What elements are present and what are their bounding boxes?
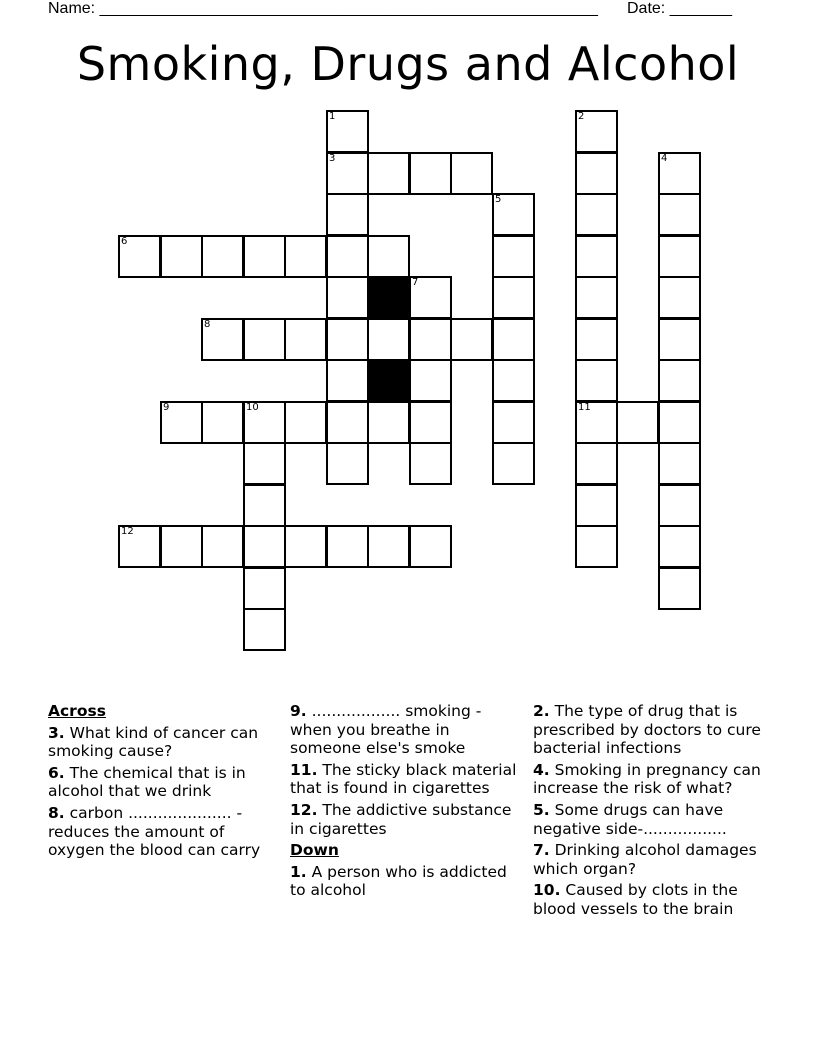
grid-cell[interactable] bbox=[160, 525, 203, 568]
cell-number: 5 bbox=[495, 194, 502, 205]
grid-cell[interactable] bbox=[326, 193, 369, 236]
clue-across-9: 9. .................. smoking - when you breathe in someone else's smoke bbox=[290, 702, 482, 758]
clue-across-3: 3. What kind of cancer can smoking cause? bbox=[48, 723, 259, 761]
cell-number: 11 bbox=[578, 402, 591, 413]
grid-cell[interactable] bbox=[658, 235, 701, 278]
clue-across-11: 11. The sticky black material that is found in cigarettes bbox=[290, 760, 517, 798]
cell-number: 2 bbox=[578, 111, 585, 122]
grid-cell[interactable] bbox=[492, 193, 535, 236]
cell-number: 12 bbox=[121, 526, 134, 537]
grid-cell[interactable] bbox=[243, 235, 286, 278]
grid-cell[interactable] bbox=[409, 525, 452, 568]
cell-number: 1 bbox=[329, 111, 336, 122]
grid-cell[interactable] bbox=[243, 608, 286, 651]
grid-cell[interactable] bbox=[326, 442, 369, 485]
cell-number: 9 bbox=[163, 402, 170, 413]
grid-cell[interactable] bbox=[160, 235, 203, 278]
grid-cell[interactable] bbox=[201, 235, 244, 278]
grid-cell[interactable] bbox=[492, 359, 535, 402]
grid-cell[interactable] bbox=[409, 318, 452, 361]
clue-down-7: 7. Drinking alcohol damages which organ? bbox=[533, 841, 757, 878]
clue-across-8: 8. carbon ..................... - reduces the amount of oxygen the blood can carry bbox=[48, 803, 261, 860]
grid-cell[interactable] bbox=[160, 401, 203, 444]
grid-cell[interactable] bbox=[367, 401, 410, 444]
grid-cell[interactable] bbox=[658, 442, 701, 485]
grid-cell[interactable] bbox=[575, 318, 618, 361]
grid-cell[interactable] bbox=[367, 152, 410, 195]
grid-cell[interactable] bbox=[326, 401, 369, 444]
clues-column-1 bbox=[48, 702, 280, 863]
grid-cell[interactable] bbox=[658, 276, 701, 319]
grid-cell[interactable] bbox=[492, 276, 535, 319]
grid-cell[interactable] bbox=[326, 525, 369, 568]
grid-cell[interactable] bbox=[201, 525, 244, 568]
clue-down-4: 4. Smoking in pregnancy can increase the risk of what? bbox=[533, 760, 761, 798]
grid-cell[interactable] bbox=[243, 567, 286, 610]
grid-cell[interactable] bbox=[575, 484, 618, 527]
grid-cell[interactable] bbox=[284, 235, 327, 278]
grid-cell[interactable] bbox=[658, 401, 701, 444]
grid-cell[interactable] bbox=[409, 442, 452, 485]
clue-down-5: 5. Some drugs can have negative side-................. bbox=[533, 800, 727, 838]
cell-number: 6 bbox=[121, 236, 128, 247]
grid-cell[interactable] bbox=[284, 525, 327, 568]
grid-cell[interactable] bbox=[409, 276, 452, 319]
grid-cell[interactable] bbox=[492, 318, 535, 361]
clue-down-2: 2. The type of drug that is prescribed by doctors to cure bacterial infections bbox=[533, 702, 761, 758]
grid-cell[interactable] bbox=[326, 235, 369, 278]
grid-cell[interactable] bbox=[326, 359, 369, 402]
cell-number: 8 bbox=[204, 319, 211, 330]
grid-cell[interactable] bbox=[201, 318, 244, 361]
clue-down-10: 10. Caused by clots in the blood vessels to the brain bbox=[533, 881, 738, 918]
grid-cell[interactable] bbox=[658, 318, 701, 361]
grid-cell[interactable] bbox=[243, 525, 286, 568]
black-cell bbox=[367, 359, 410, 402]
grid-cell[interactable] bbox=[575, 442, 618, 485]
grid-cell[interactable] bbox=[658, 193, 701, 236]
grid-cell[interactable] bbox=[658, 484, 701, 527]
grid-cell[interactable] bbox=[575, 193, 618, 236]
grid-cell[interactable] bbox=[243, 401, 286, 444]
grid-cell[interactable] bbox=[243, 484, 286, 527]
clue-across-6: 6. The chemical that is in alcohol that we drink bbox=[48, 763, 246, 801]
cell-number: 10 bbox=[246, 402, 259, 413]
grid-cell[interactable] bbox=[575, 235, 618, 278]
grid-cell[interactable] bbox=[450, 152, 493, 195]
grid-cell[interactable] bbox=[492, 442, 535, 485]
cell-number: 3 bbox=[329, 153, 336, 164]
clue-down-1: 1. A person who is addicted to alcohol bbox=[290, 862, 507, 900]
grid-cell[interactable] bbox=[575, 276, 618, 319]
grid-cell[interactable] bbox=[409, 359, 452, 402]
grid-cell[interactable] bbox=[658, 567, 701, 610]
grid-cell[interactable] bbox=[658, 152, 701, 195]
grid-cell[interactable] bbox=[243, 318, 286, 361]
name-field-label: Name: ________________________________________________________ bbox=[48, 0, 598, 17]
black-cell bbox=[367, 276, 410, 319]
cell-number: 4 bbox=[661, 153, 668, 164]
grid-cell[interactable] bbox=[450, 318, 493, 361]
grid-cell[interactable] bbox=[575, 359, 618, 402]
grid-cell[interactable] bbox=[492, 235, 535, 278]
grid-cell[interactable] bbox=[326, 276, 369, 319]
date-field-label: Date: _______ bbox=[627, 0, 732, 17]
grid-cell[interactable] bbox=[284, 318, 327, 361]
clue-across-12: 12. The addictive substance in cigarettes bbox=[290, 800, 512, 838]
clues-column-2 bbox=[290, 702, 522, 903]
across-heading: Across bbox=[48, 702, 106, 720]
grid-cell[interactable] bbox=[409, 401, 452, 444]
grid-cell[interactable] bbox=[118, 235, 161, 278]
grid-cell[interactable] bbox=[367, 235, 410, 278]
grid-cell[interactable] bbox=[284, 401, 327, 444]
clues-column-3 bbox=[533, 702, 765, 922]
grid-cell[interactable] bbox=[616, 401, 659, 444]
grid-cell[interactable] bbox=[575, 525, 618, 568]
grid-cell[interactable] bbox=[118, 525, 161, 568]
grid-cell[interactable] bbox=[575, 110, 618, 153]
grid-cell[interactable] bbox=[367, 525, 410, 568]
grid-cell[interactable] bbox=[409, 152, 452, 195]
grid-cell[interactable] bbox=[326, 318, 369, 361]
grid-cell[interactable] bbox=[326, 152, 369, 195]
grid-cell[interactable] bbox=[201, 401, 244, 444]
grid-cell[interactable] bbox=[243, 442, 286, 485]
grid-cell[interactable] bbox=[575, 401, 618, 444]
cell-number: 7 bbox=[412, 277, 419, 288]
grid-cell[interactable] bbox=[326, 110, 369, 153]
grid-cell[interactable] bbox=[492, 401, 535, 444]
grid-cell[interactable] bbox=[367, 318, 410, 361]
puzzle-title: Smoking, Drugs and Alcohol bbox=[76, 37, 740, 91]
grid-cell[interactable] bbox=[658, 525, 701, 568]
down-heading: Down bbox=[290, 841, 339, 860]
grid-cell[interactable] bbox=[575, 152, 618, 195]
grid-cell[interactable] bbox=[658, 359, 701, 402]
